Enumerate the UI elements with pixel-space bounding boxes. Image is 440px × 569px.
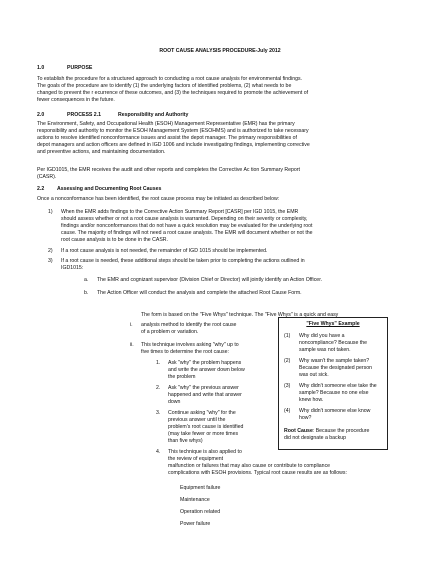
paragraph-line: To establish the procedure for a structured approach to conducting a root cause analysis for environmental findings. xyxy=(37,76,303,82)
step-number: 2. xyxy=(156,385,161,391)
list-item-line: analysis method to identify the root cause xyxy=(141,322,237,328)
step-line: down xyxy=(168,399,181,405)
root-cause-text: : Because the procedure xyxy=(312,428,370,434)
result-item: Equipment failure xyxy=(180,485,221,491)
list-item-line: If a root cause is needed, these additional steps should be taken prior to completing the actions outlined in xyxy=(61,258,305,264)
step-line: happened and write that answer xyxy=(168,392,242,398)
root-cause-line xyxy=(284,428,369,435)
paragraph-line: The form is based on the "Five Whys" technique. The "Five Whys" is a quick and easy xyxy=(141,312,339,318)
subsection-heading: Assessing and Documenting Root Causes xyxy=(57,186,162,192)
list-item-line: The Action Officer will conduct the analysis and complete the attached Root Cause Form. xyxy=(97,290,302,296)
step-line: Ask "why" the problem happens xyxy=(168,360,242,366)
example-number: (4) xyxy=(284,408,291,414)
list-item-line: The EMR and cognizant supervisor (Division Chief or Director) will jointly identify an Action Officer. xyxy=(97,277,323,283)
list-item-line: of a problem or variation. xyxy=(141,329,199,335)
step-number: 3. xyxy=(156,410,161,416)
example-line: how? xyxy=(299,415,312,421)
list-item-line: findings and/or nonconformances that do not have a quick resolution may be evaluated for the underlying root xyxy=(61,223,313,229)
example-line: sample? Because no one else xyxy=(299,390,369,396)
result-item: Operation related xyxy=(180,509,221,515)
section-number: 2.2 xyxy=(37,186,45,192)
step-line: the problem xyxy=(168,374,196,380)
section-number: 2.0 xyxy=(37,112,45,118)
roman-numeral: ii. xyxy=(130,342,134,348)
paragraph-line: responsibility and authority to monitor the ESOH Management System (ESOHMS) and is authorized to take necessary xyxy=(37,128,309,134)
example-number: (1) xyxy=(284,333,291,339)
paragraph-line: and preventive actions, and maintaining documentation. xyxy=(37,149,166,155)
example-line: Why did you have a xyxy=(299,333,345,339)
result-item: Maintenance xyxy=(180,497,210,503)
step-line: previous answer until the xyxy=(168,417,226,423)
step-line: This technique is also applied to xyxy=(168,449,242,455)
paragraph-line: Once a nonconformance has been identified, the root cause process may be initiated as described below: xyxy=(37,196,280,202)
step-line: the review of equipment xyxy=(168,456,224,462)
example-line: Because the designated person xyxy=(299,365,372,371)
example-number: (3) xyxy=(284,383,291,389)
list-number: 2) xyxy=(48,248,53,254)
list-item-line: This technique involves asking "why" up to xyxy=(141,342,239,348)
step-line: Continue asking "why" for the xyxy=(168,410,236,416)
paragraph-line: (CASR). xyxy=(37,174,57,180)
paragraph-line: The goals of the procedure are to identify (1) the underlying factors of identified problems, (2) what needs to be xyxy=(37,83,292,89)
list-number: 1) xyxy=(48,209,53,215)
example-line: knew how. xyxy=(299,397,324,403)
example-line: Why didn't someone else take the xyxy=(299,383,377,389)
example-title: "Five Whys" Example xyxy=(306,321,360,327)
paragraph-line: complications with ESOH provisions. Typical root cause results are as follows: xyxy=(168,470,347,476)
paragraph-line: The Environment, Safety, and Occupational Health (ESOH) Management Representative (EMR) has the primary xyxy=(37,121,295,127)
example-number: (2) xyxy=(284,358,291,364)
step-line: than five whys) xyxy=(168,438,203,444)
paragraph-line: Per IGD1015, the EMR receives the audit and other reports and completes the Corrective Ac tion Summary Report xyxy=(37,167,300,173)
step-line: and write the answer down below xyxy=(168,367,245,373)
step-line: Ask "why" the previous answer xyxy=(168,385,239,391)
list-item-line: root cause analysis is to be done in the CASR. xyxy=(61,237,168,243)
paragraph-line: fewer consequences in the future. xyxy=(37,97,115,103)
example-line: Why wasn't the sample taken? xyxy=(299,358,370,364)
example-line: sample was not taken. xyxy=(299,347,351,353)
root-cause-label: Root Cause xyxy=(284,428,313,434)
list-letter: b. xyxy=(84,290,89,296)
section-number: 1.0 xyxy=(37,65,45,71)
list-item-line: If a root cause analysis is not needed, the remainder of IGD 1015 should be implemented. xyxy=(61,248,268,254)
paragraph-line: depot managers and action officers are defined in IGD 1006 and include investigating findings, implementing corrective xyxy=(37,142,310,148)
section-heading: PROCESS 2.1 xyxy=(67,112,102,118)
step-line: (may take fewer or more times xyxy=(168,431,239,437)
subsection-heading: Responsibility and Authority xyxy=(118,112,189,118)
example-line: noncompliance? Because the xyxy=(299,340,368,346)
example-line: was out sick. xyxy=(299,372,329,378)
paragraph-line: actions to resolve identified nonconformance issues and assist the depot manager. The primary responsibilities of xyxy=(37,135,297,141)
roman-numeral: i. xyxy=(130,322,133,328)
list-item-line: When the EMR adds findings to the Corrective Action Summary Report [CASR] per IGD 1015, the EMR xyxy=(61,209,299,215)
step-line: problem's root cause is identified xyxy=(168,424,244,430)
list-number: 3) xyxy=(48,258,53,264)
paragraph-line: changed to prevent the r ecurrence of these outcomes, and (3) the techniques required to promote the achievement of xyxy=(37,90,309,96)
section-heading: PURPOSE xyxy=(67,65,93,71)
result-item: Power failure xyxy=(180,521,211,527)
page-title: ROOT CAUSE ANALYSIS PROCEDURE-July 2012 xyxy=(159,48,281,54)
list-letter: a. xyxy=(84,277,89,283)
list-item-line: IGD1015: xyxy=(61,265,84,271)
step-number: 4. xyxy=(156,449,161,455)
list-item-line: cause. The majority of findings will not need a root cause analysis. The EMR will document whether or not the xyxy=(61,230,313,236)
paragraph-line: malfunction or failures that may also cause or contribute to compliance xyxy=(168,463,331,469)
example-line: Why didn't someone else know xyxy=(299,408,371,414)
list-item-line: five times to determine the root cause: xyxy=(141,349,229,355)
root-cause-line: did not designate a backup xyxy=(284,435,347,441)
list-item-line: should assess whether or not a root cause analysis is warranted. Depending on their severity or complexity, xyxy=(61,216,308,222)
step-number: 1. xyxy=(156,360,161,366)
